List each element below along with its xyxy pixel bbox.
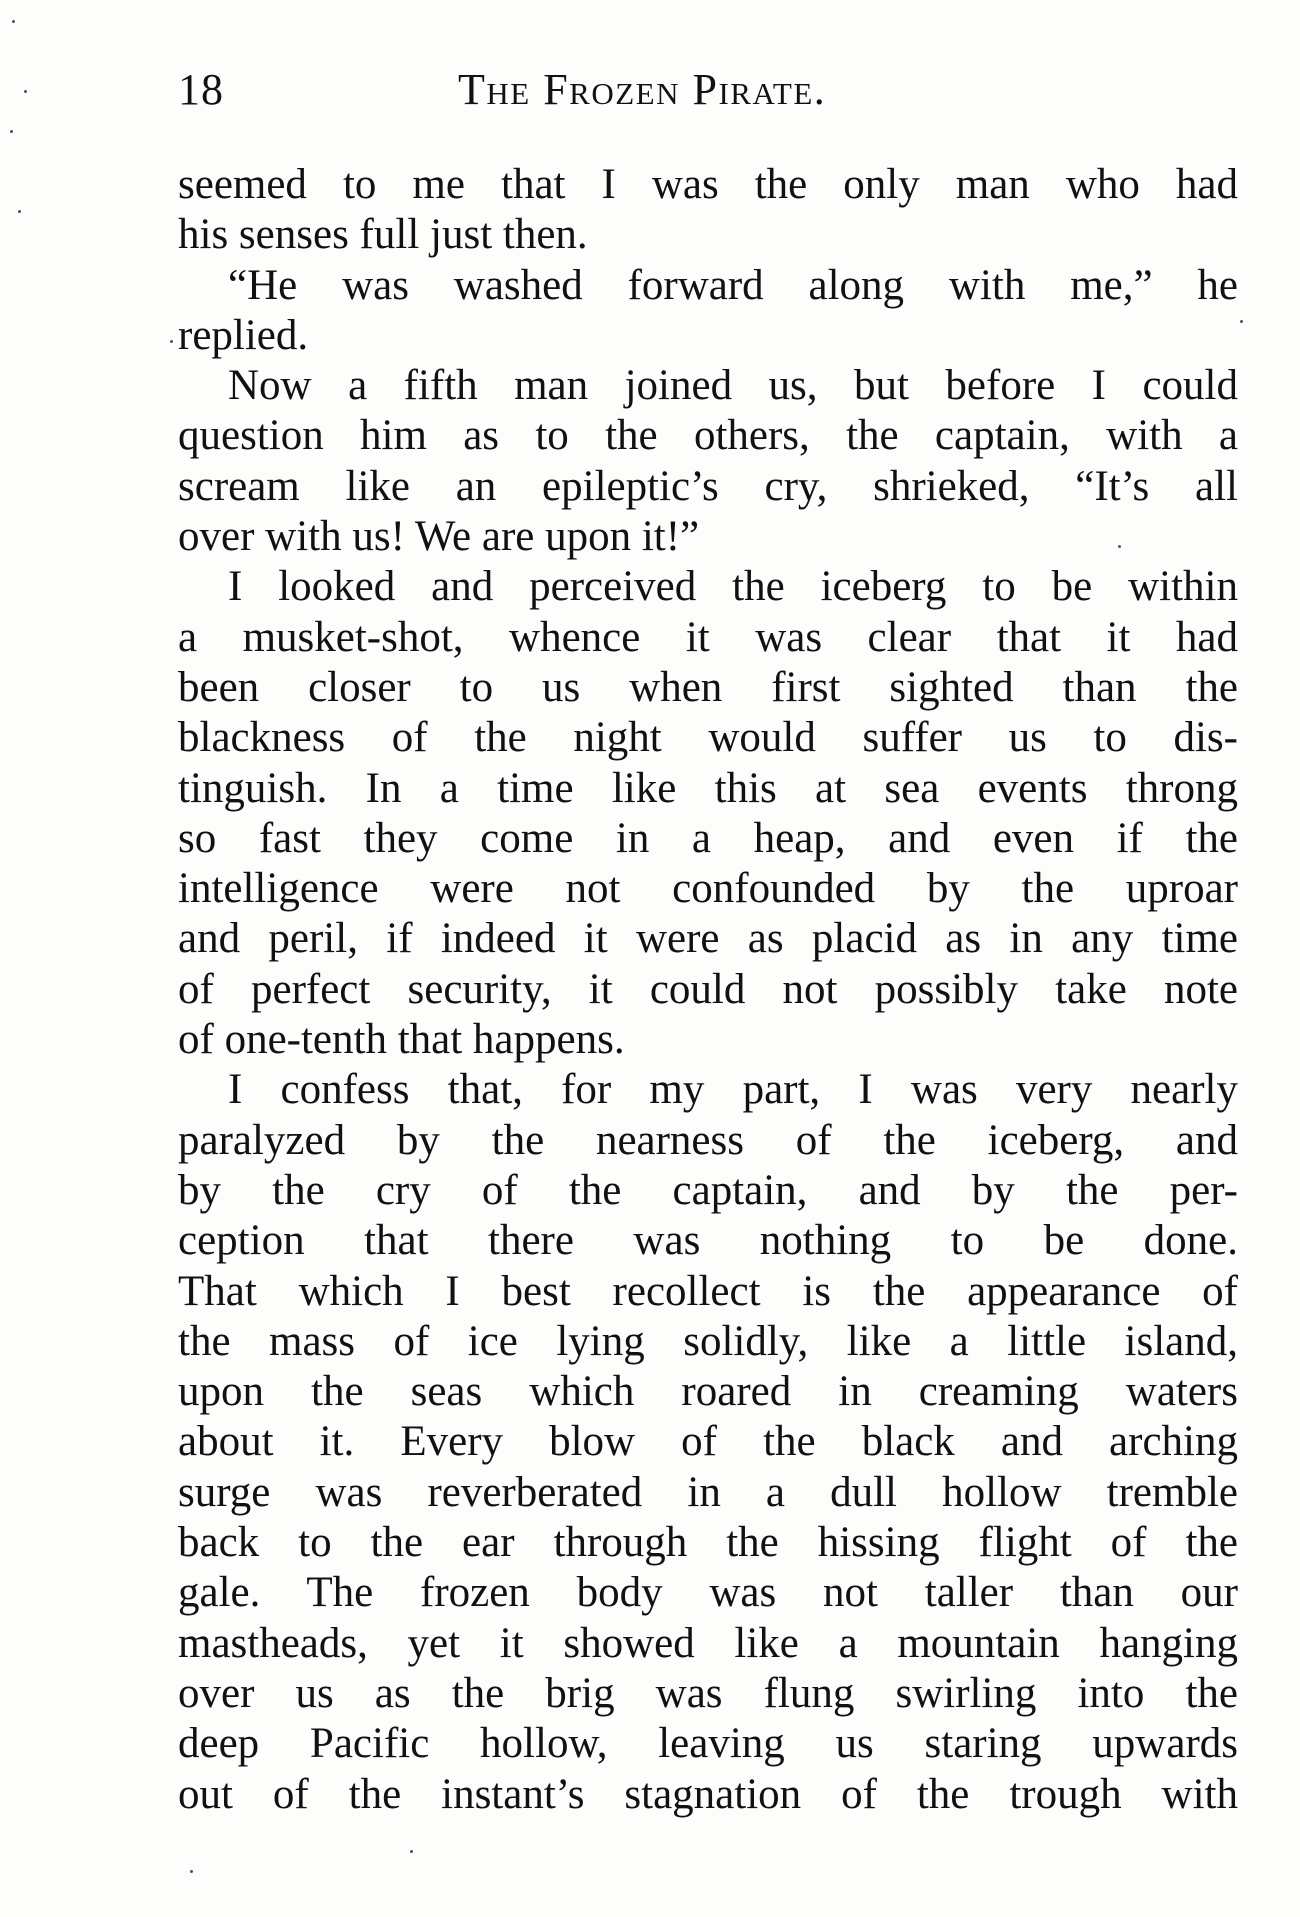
text-line: scream like an epileptic’s cry, shrieked, “It’s all — [178, 462, 1238, 510]
text-line: upon the seas which roared in creaming waters — [178, 1368, 1238, 1416]
text-line: I confess that, for my part, I was very nearly — [228, 1066, 1238, 1114]
text-line: question him as to the others, the captain, with a — [178, 412, 1238, 460]
text-line: I looked and perceived the iceberg to be within — [228, 563, 1238, 611]
paper-speck — [410, 1850, 413, 1853]
text-line: over us as the brig was flung swirling into the — [178, 1669, 1238, 1717]
text-line: surge was reverberated in a dull hollow tremble — [178, 1468, 1238, 1516]
running-title: The Frozen Pirate. — [458, 65, 827, 114]
paper-speck — [18, 210, 21, 213]
text-line: and peril, if indeed it were as placid as in any time — [178, 915, 1238, 963]
text-line: the mass of ice lying solidly, like a little island, — [178, 1317, 1238, 1365]
paper-speck — [170, 340, 173, 343]
paper-speck — [24, 90, 27, 93]
text-line: about it. Every blow of the black and arching — [178, 1418, 1238, 1466]
text-line: of one-tenth that happens. — [178, 1016, 625, 1064]
text-line: by the cry of the captain, and by the per- — [178, 1166, 1238, 1214]
text-line: Now a fifth man joined us, but before I could — [228, 362, 1238, 410]
text-line: paralyzed by the nearness of the iceberg, and — [178, 1116, 1238, 1164]
body-text — [178, 160, 1238, 1820]
text-line: a musket-shot, whence it was clear that it had — [178, 613, 1238, 661]
text-line: intelligence were not confounded by the uproar — [178, 865, 1238, 913]
text-line: That which I best recollect is the appearance of — [178, 1267, 1238, 1315]
text-line: so fast they come in a heap, and even if the — [178, 814, 1238, 862]
text-line: been closer to us when first sighted than the — [178, 663, 1238, 711]
paper-speck — [1118, 545, 1121, 548]
text-line: deep Pacific hollow, leaving us staring upwards — [178, 1720, 1238, 1768]
page-header — [178, 60, 1238, 130]
paper-speck — [12, 20, 15, 23]
text-line: of perfect security, it could not possibly take note — [178, 965, 1238, 1013]
text-line: out of the instant’s stagnation of the trough with — [178, 1770, 1238, 1818]
text-line: ception that there was nothing to be done. — [178, 1217, 1238, 1265]
paper-speck — [1240, 320, 1243, 323]
text-line: seemed to me that I was the only man who had — [178, 161, 1238, 208]
paper-speck — [10, 130, 13, 133]
text-line: replied. — [178, 311, 309, 359]
text-line: over with us! We are upon it!” — [178, 513, 700, 561]
text-line: blackness of the night would suffer us to dis- — [178, 714, 1238, 762]
text-line: tinguish. In a time like this at sea events throng — [178, 764, 1238, 812]
paper-speck — [190, 1870, 193, 1873]
page-number: 18 — [178, 65, 224, 114]
text-line: back to the ear through the hissing flight of the — [178, 1519, 1238, 1567]
text-line: gale. The frozen body was not taller than our — [178, 1569, 1238, 1617]
text-line: “He was washed forward along with me,” he — [228, 261, 1238, 309]
text-line: his senses full just then. — [178, 211, 588, 259]
text-line: mastheads, yet it showed like a mountain hanging — [178, 1619, 1238, 1667]
